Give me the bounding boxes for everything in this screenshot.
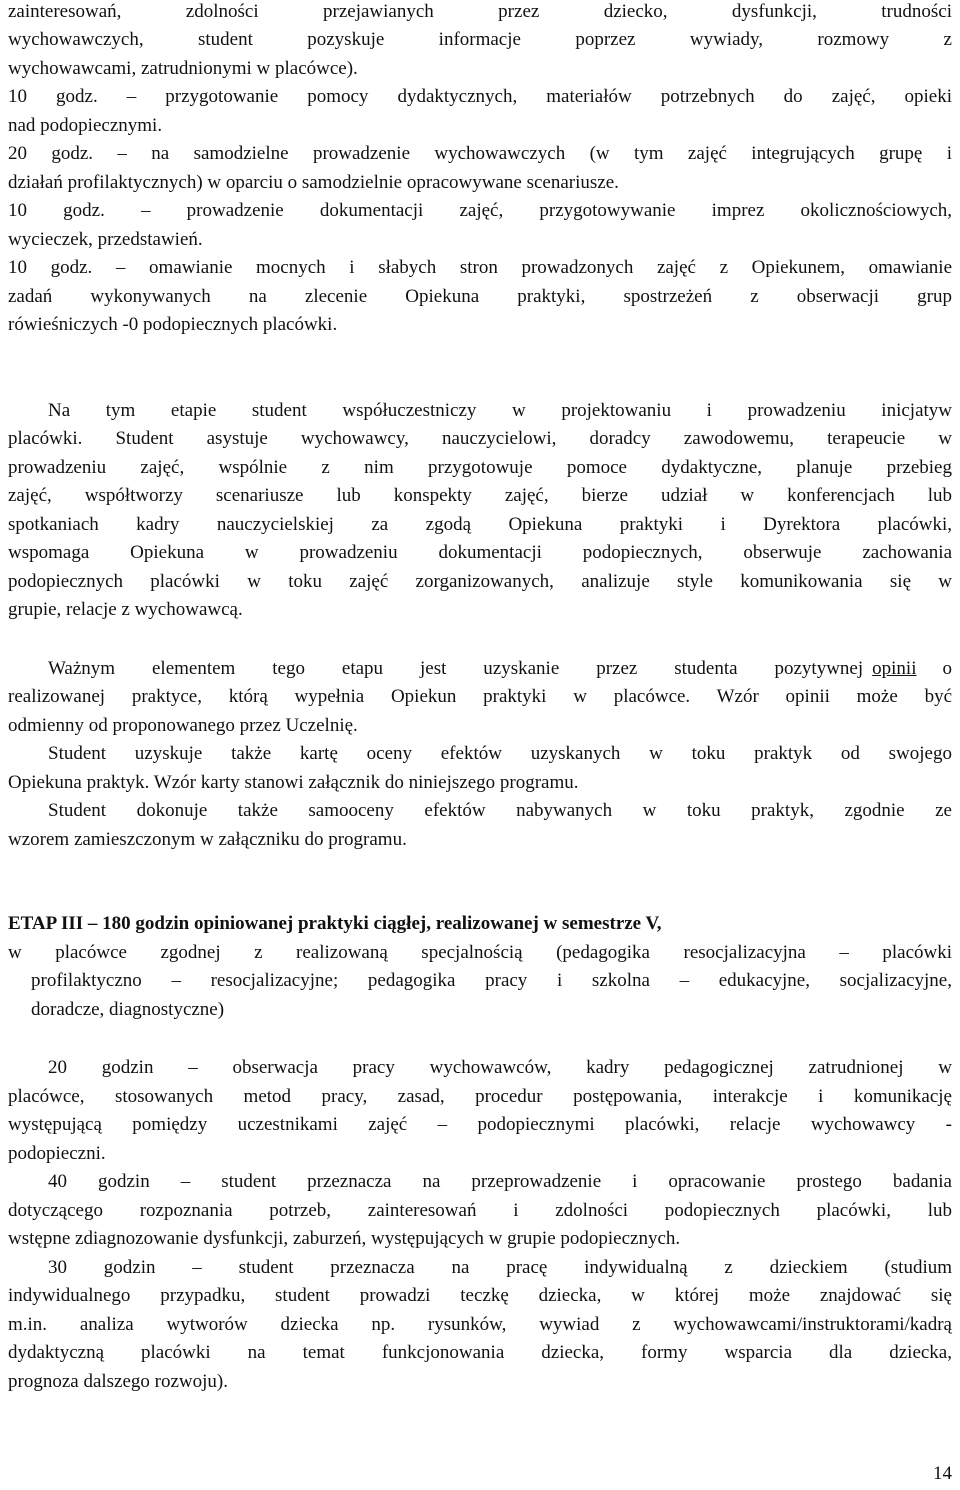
text-line: wychowawcami, zatrudnionymi w placówce). [8,58,358,79]
text-line: w placówce zgodnej z realizowaną specjalnością (pedagogika resocjalizacyjna – placówki [8,942,952,963]
text-line: profilaktyczno – resocjalizacyjne; pedagogika pracy i szkolna – edukacyjne, socjalizacyjne, [31,970,952,991]
text-line: prognoza dalszego rozwoju). [8,1371,229,1392]
text-line: wzorem zamieszczonym w załączniku do programu. [8,829,407,850]
text-line: nad podopiecznymi. [8,115,163,136]
text-line: podopieczni. [8,1143,106,1164]
text-line: wspomaga Opiekuna w prowadzeniu dokumentacji podopiecznych, obserwuje zachowania [8,542,952,563]
text-line: 10 godz. – przygotowanie pomocy dydaktycznych, materiałów potrzebnych do zajęć, opieki [8,86,952,107]
text-line: indywidualnego przypadku, student prowadzi teczkę dziecka, w której może znajdować się [8,1285,952,1306]
text-line: 10 godz. – omawianie mocnych i słabych stron prowadzonych zajęć z Opiekunem, omawianie [8,257,952,278]
text-line: rówieśniczych -0 podopiecznych placówki. [8,314,338,335]
text-line: grupie, relacje z wychowawcą. [8,599,243,620]
text-segment: Ważnym elementem tego etapu jest uzyskanie przez studenta pozytywnej [48,658,864,679]
text-line: Na tym etapie student współuczestniczy w projektowaniu i prowadzeniu inicjatyw [48,400,952,421]
text-line: 20 godzin – obserwacja pracy wychowawców, kadry pedagogicznej zatrudnionej w [48,1057,952,1078]
text-line [48,657,952,681]
text-line: m.in. analiza wytworów dziecka np. rysunków, wywiad z wychowawcami/instruktorami/kadrą [8,1314,952,1335]
text-line: prowadzeniu zajęć, wspólnie z nim przygotowuje pomoce dydaktyczne, planuje przebieg [8,457,952,478]
text-line: placówce, stosowanych metod pracy, zasad, procedur postępowania, interakcje i komunikację [8,1086,952,1107]
text-line: zajęć, współtworzy scenariusze lub konspekty zajęć, bierze udział w konferencjach lub [8,485,952,506]
text-line: zadań wykonywanych na zlecenie Opiekuna praktyki, spostrzeżeń z obserwacji grup [8,286,952,307]
text-line: wychowawczych, student pozyskuje informacje poprzez wywiady, rozmowy z [8,29,952,50]
text-line: doradcze, diagnostyczne) [31,999,225,1020]
text-line: Opiekuna praktyk. Wzór karty stanowi załącznik do niniejszego programu. [8,772,579,793]
text-line: spotkaniach kadry nauczycielskiej za zgodą Opiekuna praktyki i Dyrektora placówki, [8,514,952,535]
text-segment: o [942,658,952,679]
text-line: występującą pomiędzy uczestnikami zajęć – podopiecznymi placówki, relacje wychowawcy - [8,1114,952,1135]
underlined-word: opinii [872,658,917,679]
text-line: zainteresowań, zdolności przejawianych przez dziecko, dysfunkcji, trudności [8,1,952,22]
text-line: 20 godz. – na samodzielne prowadzenie wychowawczych (w tym zajęć integrujących grupę i [8,143,952,164]
text-line: wstępne zdiagnozowanie dysfunkcji, zaburzeń, występujących w grupie podopiecznych. [8,1228,681,1249]
text-line: dotyczącego rozpoznania potrzeb, zainteresowań i zdolności podopiecznych placówki, lub [8,1200,952,1221]
text-line: Student dokonuje także samooceny efektów nabywanych w toku praktyk, zgodnie ze [48,800,952,821]
text-line: placówki. Student asystuje wychowawcy, nauczycielowi, doradcy zawodowemu, terapeucie w [8,428,952,449]
section-heading: ETAP III – 180 godzin opiniowanej praktyki ciągłej, realizowanej w semestrze V, [8,913,662,934]
page-number: 14 [933,1463,952,1484]
text-line: realizowanej praktyce, którą wypełnia Opiekun praktyki w placówce. Wzór opinii może być [8,686,952,707]
text-line: podopiecznych placówki w toku zajęć zorganizowanych, analizuje style komunikowania się w [8,571,952,592]
text-line: dydaktyczną placówki na temat funkcjonowania dziecka, formy wsparcia dla dziecka, [8,1342,952,1363]
text-line: wycieczek, przedstawień. [8,229,203,250]
text-line: Student uzyskuje także kartę oceny efektów uzyskanych w toku praktyk od swojego [48,743,952,764]
text-line: działań profilaktycznych) w oparciu o samodzielnie opracowywane scenariusze. [8,172,619,193]
text-line: 10 godz. – prowadzenie dokumentacji zajęć, przygotowywanie imprez okolicznościowych, [8,200,952,221]
text-line: odmienny od proponowanego przez Uczelnię. [8,715,358,736]
text-line: 30 godzin – student przeznacza na pracę indywidualną z dzieckiem (studium [48,1257,952,1278]
text-line: 40 godzin – student przeznacza na przeprowadzenie i opracowanie prostego badania [48,1171,952,1192]
